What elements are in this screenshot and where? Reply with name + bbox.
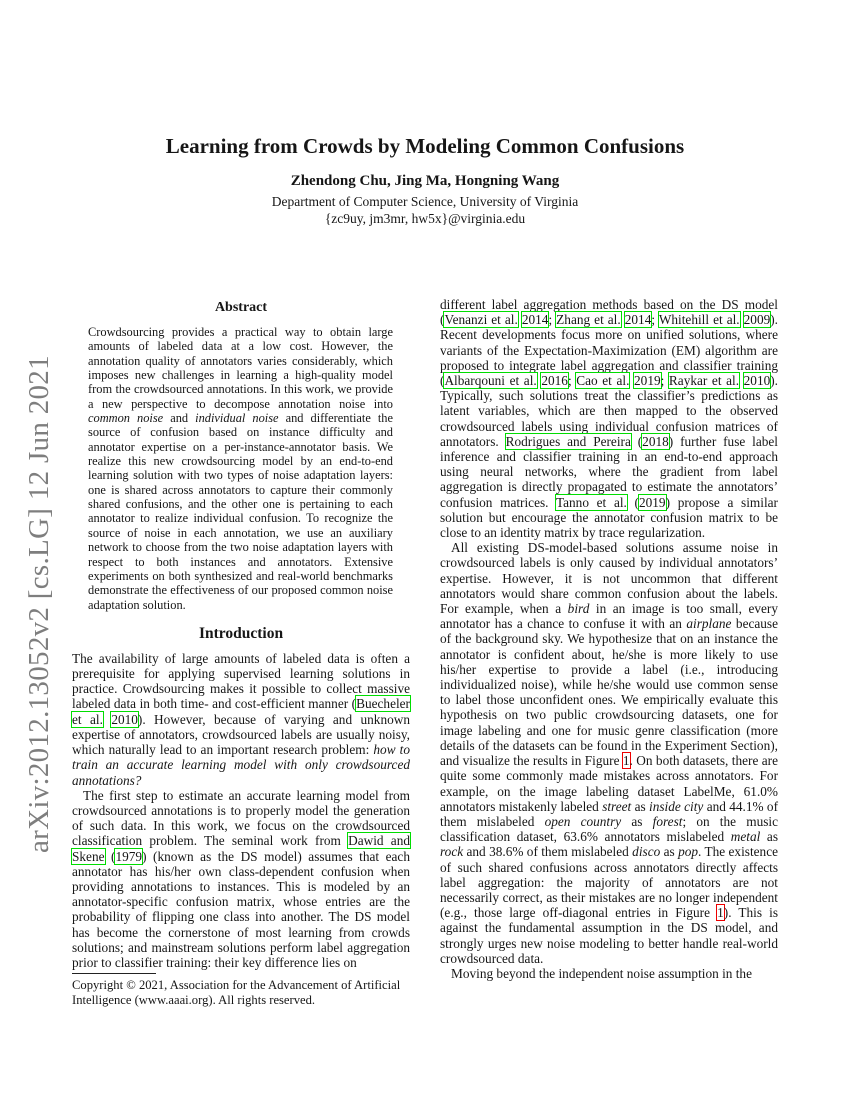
citation-link[interactable]: 2016 — [541, 373, 568, 389]
citation-link[interactable]: Buecheler et al. — [72, 696, 410, 727]
body-paragraph: different label aggregation methods based on the DS model (Venanzi et al. 2014; Zhang et al. 2014; Whitehill et al. 2009). Recent developments focus more on unified solutions, where variants of the Expectation-Maximization (EM) algorithm are proposed to integrate label aggregation and classifier training (Albarqouni et al. 2016; Cao et al. 2019; Raykar et al. 2010). Typically, such solutions treat the classifier’s predictions as latent variables, which are then mapped to the observed crowdsourced labels using individual confusion matrices of annotators. Rodrigues and Pereira (2018) further fuse label inference and classifier training in an end-to-end approach using neural networks, where the gradient from label aggregation is directly propagated to estimate the annotators’ confusion matrices. Tanno et al. (2019) propose a similar solution but encourage the annotator confusion matrix to be close to an identity matrix by trace regularization. — [440, 297, 779, 541]
email-line: {zc9uy, jm3mr, hw5x}@virginia.edu — [324, 211, 526, 226]
italic-text: metal — [730, 829, 761, 845]
figure-ref-link[interactable]: 1 — [717, 905, 724, 921]
italic-text: common noise — [88, 411, 164, 426]
copyright-footnote — [72, 973, 410, 1009]
citation-link[interactable]: 2019 — [634, 373, 661, 389]
citation-link[interactable]: 2010 — [743, 373, 771, 389]
paper-title: Learning from Crowds by Modeling Common Confusions — [165, 134, 685, 158]
citation-link[interactable]: 2018 — [642, 433, 669, 449]
citation-link[interactable]: 2014 — [624, 312, 652, 328]
right-column — [440, 297, 778, 981]
citation-link[interactable]: 1979 — [115, 848, 143, 864]
citation-link[interactable]: Rodrigues and Pereira — [505, 433, 631, 449]
authors-line: Zhendong Chu, Jing Ma, Hongning Wang — [290, 173, 560, 189]
italic-text: open country — [544, 813, 622, 829]
affiliation-line: Department of Computer Science, University of Virginia — [271, 194, 579, 209]
citation-link[interactable]: Albarqouni et al. — [444, 373, 537, 389]
citation-link[interactable]: Whitehill et al. — [658, 312, 740, 328]
italic-text: individual noise — [195, 411, 279, 426]
citation-link[interactable]: Venanzi et al. — [444, 312, 518, 328]
citation-link[interactable]: Cao et al. — [576, 373, 630, 389]
italic-text: airplane — [686, 616, 732, 632]
italic-text: inside city — [649, 798, 704, 814]
copyright-text: Copyright © 2021, Association for the Advancement of Artificial Intelligence (www.aaai.org). All rights reserved. — [72, 978, 401, 1008]
italic-text: how to train an accurate learning model with only crowdsourced annotations? — [72, 742, 410, 788]
italic-text: street — [602, 798, 632, 814]
italic-text: rock — [440, 844, 464, 860]
citation-link[interactable]: 2009 — [743, 312, 771, 328]
citation-link[interactable]: Raykar et al. — [668, 373, 740, 389]
citation-link[interactable]: Dawid and Skene — [72, 833, 410, 864]
citation-link[interactable]: Tanno et al. — [555, 494, 627, 510]
abstract-text: Crowdsourcing provides a practical way to obtain large amounts of labeled data at a low cost. However, the annotation quality of annotators varies considerably, which imposes new challenges in learning a high-quality model from the crowdsourced annotations. In this work, we provide a new perspective to decompose annotation noise into common noise and individual noise and differentiate the source of confusion based on instance difficulty and annotator expertise on a per-instance-annotator basis. We realize this new crowdsourcing model by an end-to-end learning solution with two types of noise adaptation layers: one is shared across annotators to capture their commonly shared confusions, and the other one is pertaining to each annotator to realize individual confusion. To recognize the source of noise in each annotation, we use an auxiliary network to choose from the two noise adaptation layers with respect to both instances and annotators. Extensive experiments on both synthesized and real-world benchmarks demonstrate the effectiveness of our proposed common noise adaptation solution. — [88, 325, 393, 612]
footnote-divider — [72, 973, 156, 974]
italic-text: disco — [632, 844, 661, 860]
abstract-heading: Abstract — [214, 300, 268, 315]
body-paragraph: All existing DS-model-based solutions assume noise in crowdsourced labels is only caused by individual annotators’ expertise. However, it is not uncommon that different annotators would share common confusion about the labels. For example, when a bird in an image is too small, every annotator has a chance to confuse it with an airplane because of the background sky. We hypothesize that on an instance the annotator is confident about, he/she is more likely to use his/her expertise to provide a label (i.e., introducing individualized noise), while he/she would use common sense to label those unconfident ones. We empirically evaluate this hypothesis on two public crowdsourcing datasets, one for image labeling and one for music genre classification (more details of the datasets can be found in the Experiment Section), and visualize the results in Figure 1. On both datasets, there are quite some commonly made mistakes across annotators. For example, on the image labeling dataset LabelMe, 61.0% annotators mistakenly labeled street as inside city and 44.1% of them mislabeled open country as forest; on the music classification dataset, 63.6% annotators mislabeled metal as rock and 38.6% of them mislabeled disco as pop. The existence of such shared confusions across annotators directly affects label aggregation: the majority of annotators are not necessarily correct, as their mistakes are no longer independent (e.g., those large off-diagonal entries in Figure 1). This is against the fundamental assumption in the DS model, and strongly urges new noise modeling to better handle real-world crowdsourced data. — [440, 540, 779, 966]
citation-link[interactable]: 2014 — [521, 312, 549, 328]
figure-ref-link[interactable]: 1 — [622, 753, 630, 769]
citation-link[interactable]: 2019 — [638, 494, 666, 510]
intro-paragraph: The availability of large amounts of labeled data is often a prerequisite for applying supervised learning solutions in practice. Crowdsourcing makes it possible to collect massive labeled data in both time- and cost-efficient manner (Buecheler et al. 2010). However, because of varying and unknown expertise of annotators, crowdsourced labels are usually noisy, which naturally lead to an important research problem: how to train an accurate learning model with only crowdsourced annotations? — [72, 650, 410, 788]
citation-link[interactable]: Zhang et al. — [556, 312, 621, 328]
introduction-heading: Introduction — [198, 624, 284, 642]
italic-text: forest — [652, 813, 683, 829]
body-paragraph: Moving beyond the independent noise assumption in the — [451, 965, 752, 981]
italic-text: bird — [567, 601, 590, 617]
intro-paragraph: The first step to estimate an accurate learning model from crowdsourced annotations is to properly model the generation of such data. In this work, we focus on the crowdsourced classification problem. The seminal work from Dawid and Skene (1979) (known as the DS model) assumes that each annotator has his/her own class-dependent confusion when providing annotations to instances. This is modeled by an annotator-specific confusion matrix, whose entries are the probability of flipping one class into another. The DS model has become the cornerstone of most learning from crowds solutions; and mainstream solutions perform label aggregation prior to classifier training: their key difference lies on — [72, 787, 410, 970]
citation-link[interactable]: 2010 — [111, 711, 138, 727]
arxiv-watermark: arXiv:2012.13052v2 [cs.LG] 12 Jun 2021 — [23, 355, 55, 853]
italic-text: pop — [678, 844, 699, 860]
left-column — [72, 297, 410, 1009]
paper-header — [0, 134, 850, 226]
